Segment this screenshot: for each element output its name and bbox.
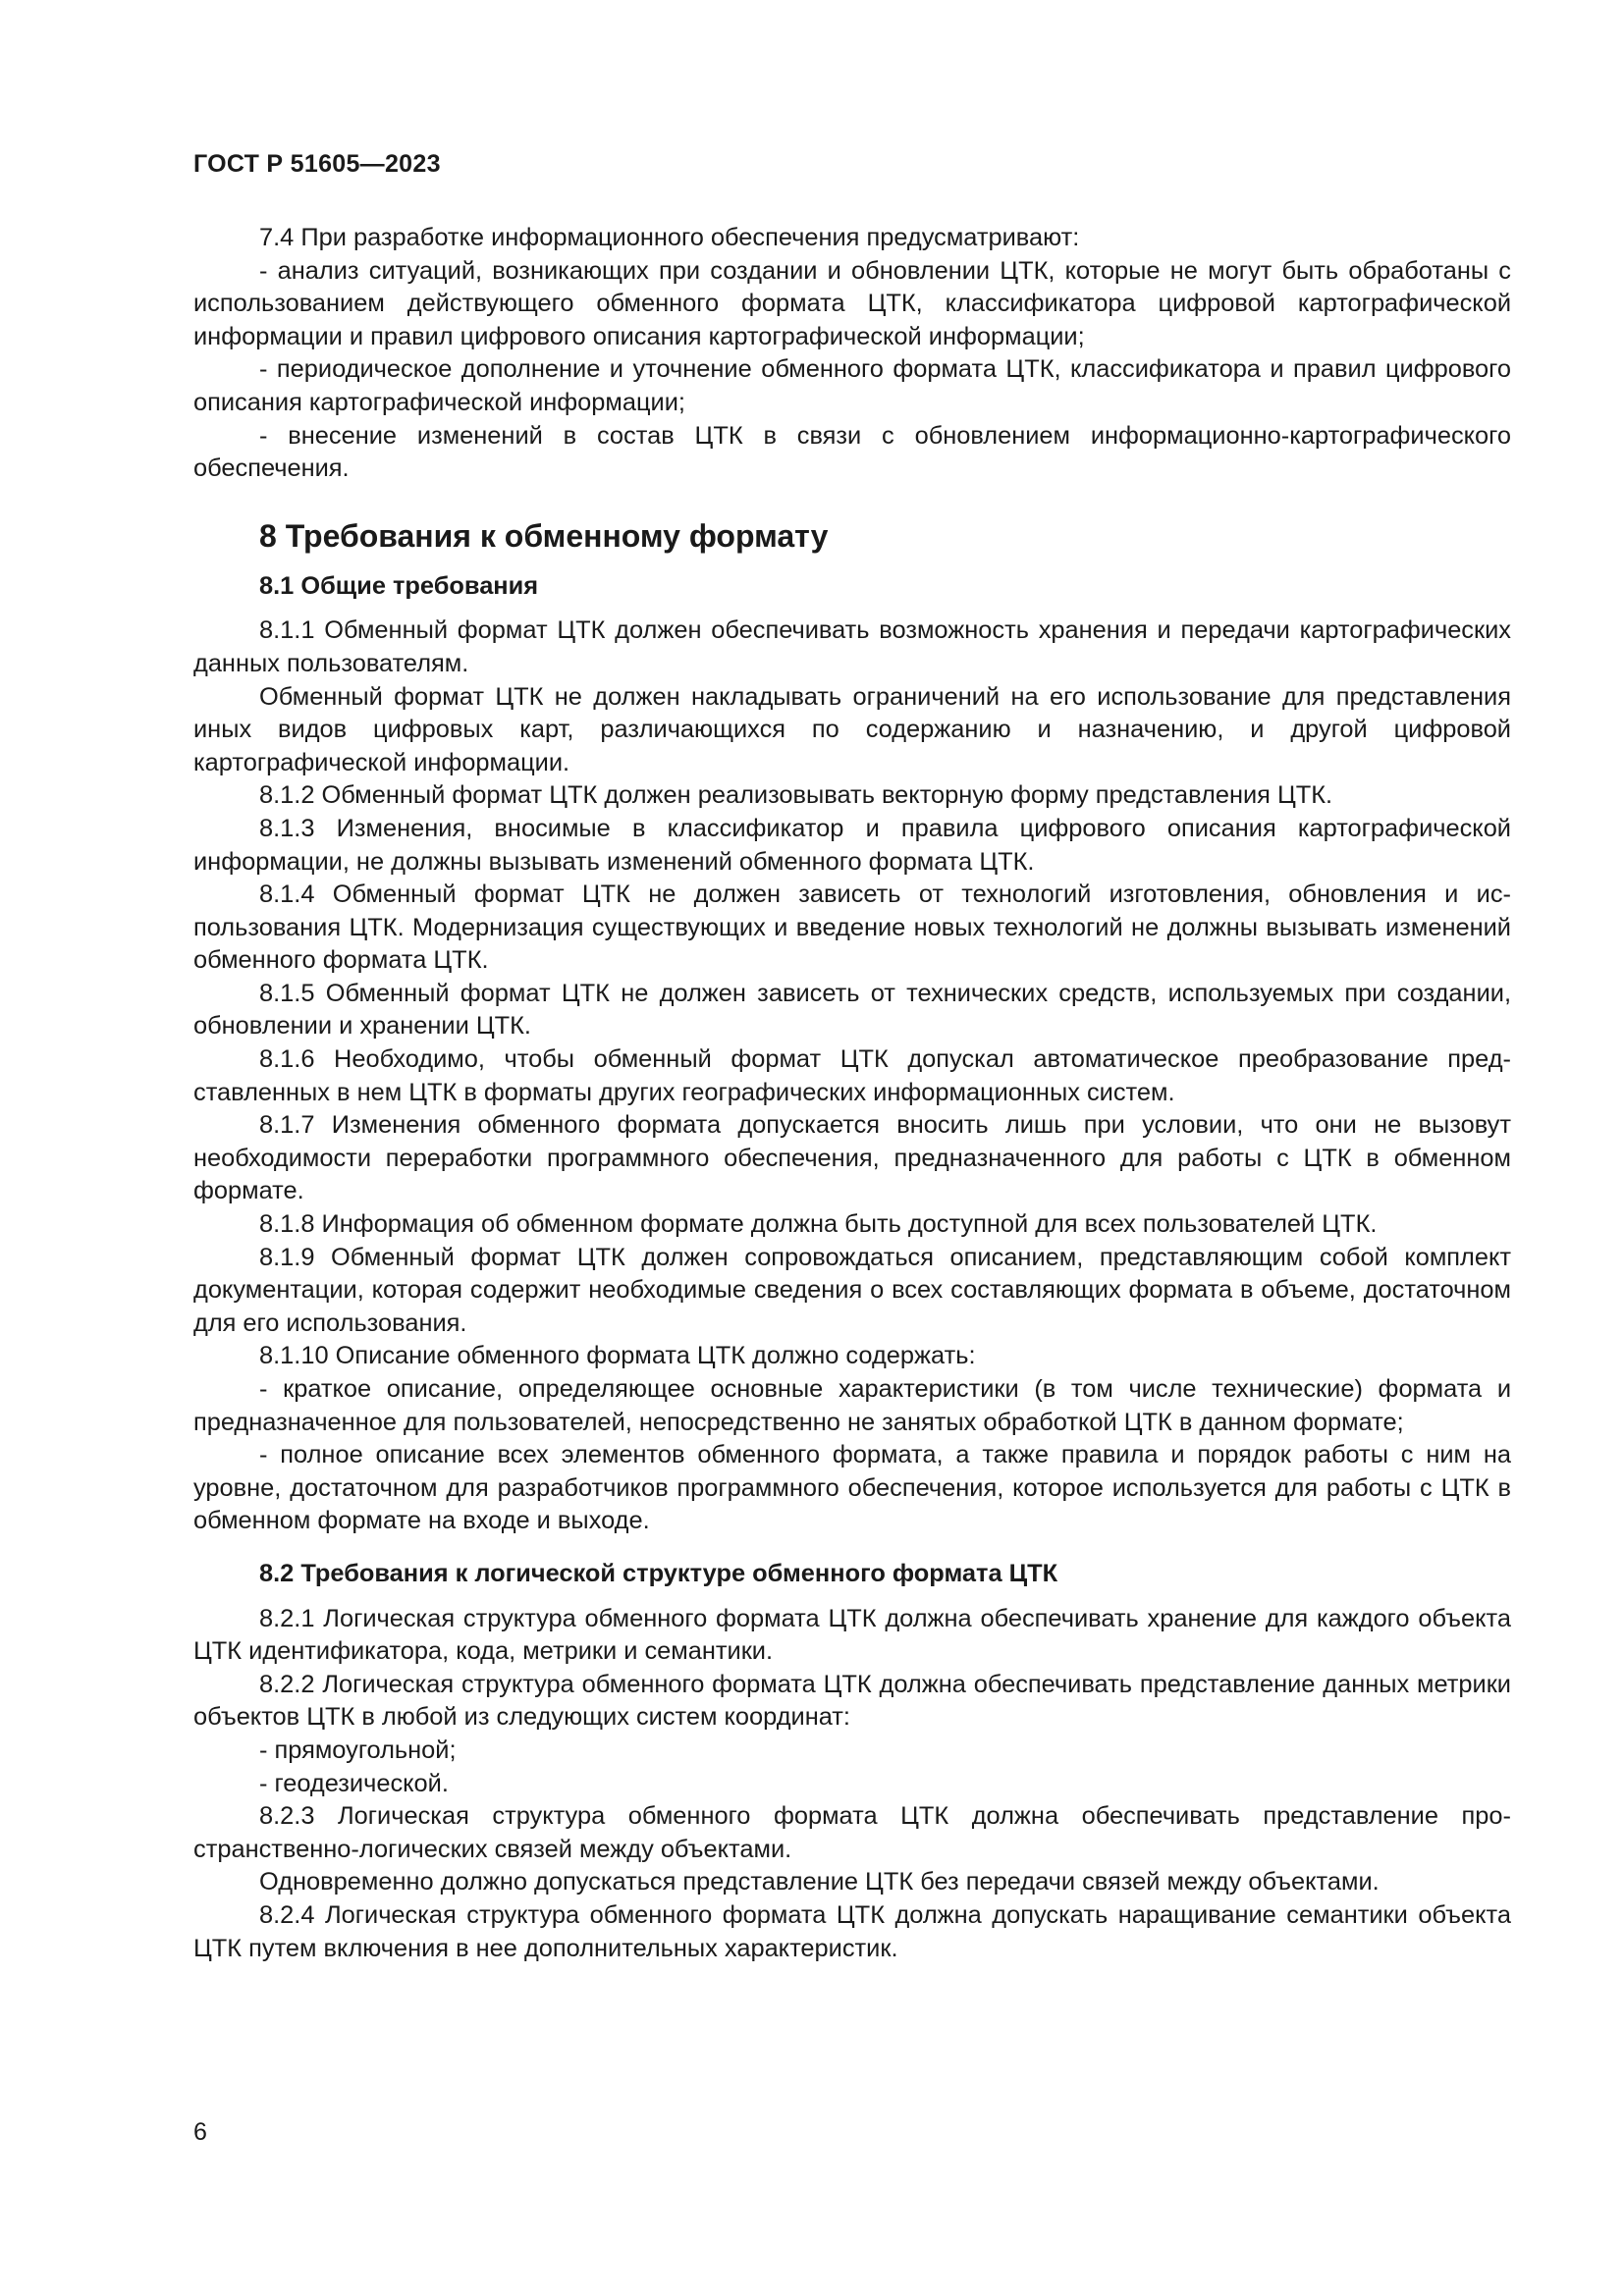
paragraph: 8.1.7 Изменения обменного формата допускается вносить лишь при условии, что они не вызовут необходимости переработки программного обеспечения, предназначенного для работы с ЦТК в обменном формате.	[193, 1111, 1511, 1205]
paragraph: 8.2.1 Логическая структура обменного формата ЦТК должна обеспечивать хранение для каждого объекта ЦТК идентификатора, кода, метрики и семантики.	[193, 1604, 1511, 1666]
intro-block	[193, 222, 1511, 486]
paragraph: 8.1.10 Описание обменного формата ЦТК должно содержать:	[259, 1342, 976, 1370]
running-header: ГОСТ Р 51605—2023	[193, 150, 441, 178]
list-item: - анализ ситуаций, возникающих при создании и обновлении ЦТК, которые не могут быть обработаны с использованием действующего обменного формата ЦТК, классификатора цифровой картографической информации и правил цифрового описания картографической информации;	[193, 256, 1511, 350]
paragraph: 8.1.5 Обменный формат ЦТК не должен зависеть от технических средств, используемых при создании, обновлении и хранении ЦТК.	[193, 979, 1511, 1041]
paragraph: 8.1.4 Обменный формат ЦТК не должен зависеть от технологий изготовления, обновления и использования ЦТК. Модернизация существующих и введение новых технологий не должны вызывать изменений обменного формата ЦТК.	[193, 881, 1511, 975]
list-item: - прямоугольной;	[259, 1735, 457, 1764]
page-content	[193, 222, 1511, 1965]
list-item: - периодическое дополнение и уточнение обменного формата ЦТК, классификатора и правил цифрового описания картографической информации;	[193, 355, 1511, 416]
paragraph: Одновременно должно допускаться представление ЦТК без передачи связей между объектами.	[259, 1868, 1380, 1896]
page-number: 6	[193, 2118, 207, 2146]
subsection-heading: 8.1 Общие требования	[259, 571, 539, 600]
paragraph: 7.4 При разработке информационного обеспечения предусматривают:	[259, 224, 1080, 251]
subsection-logical-structure-body	[193, 1603, 1511, 1966]
paragraph: Обменный формат ЦТК не должен накладывать ограничений на его использование для представления иных видов цифровых карт, различающихся по содержанию и назначению, и другой цифровой картографической информации.	[193, 682, 1511, 776]
paragraph: 8.1.9 Обменный формат ЦТК должен сопровождаться описанием, представляющим собой комплект документации, которая содержит необходимые сведения о всех составляющих формата в объеме, достаточном для его использования.	[193, 1243, 1511, 1337]
section-heading: 8 Требования к обменному формату	[259, 517, 829, 554]
list-item: - геодезической.	[259, 1769, 449, 1797]
paragraph: 8.1.2 Обменный формат ЦТК должен реализовывать векторную форму представления ЦТК.	[259, 781, 1333, 810]
paragraph: 8.2.3 Логическая структура обменного формата ЦТК должна обеспечивать представление пространственно-логических связей между объектами.	[193, 1802, 1511, 1863]
paragraph: 8.1.8 Информация об обменном формате должна быть доступной для всех пользователей ЦТК.	[259, 1210, 1378, 1239]
subsection-heading: 8.2 Требования к логической структуре обменного формата ЦТК	[259, 1559, 1058, 1587]
paragraph: 8.1.6 Необходимо, чтобы обменный формат ЦТК допускал автоматическое преобразование представленных в нем ЦТК в форматы других географических информационных систем.	[193, 1045, 1511, 1106]
list-item: - внесение изменений в состав ЦТК в связи с обновлением информационно-картографического обеспечения.	[193, 421, 1511, 483]
paragraph: 8.2.2 Логическая структура обменного формата ЦТК должна обеспечивать представление данных метрики объектов ЦТК в любой из следующих систем координат:	[193, 1670, 1511, 1732]
subsection-general-body	[193, 614, 1511, 1538]
list-item: - полное описание всех элементов обменного формата, а также правила и порядок работы с ним на уровне, достаточном для разработчиков программного обеспечения, которое используется для работы с ЦТК в обменном формате на входе и выходе.	[193, 1441, 1511, 1535]
paragraph: 8.2.4 Логическая структура обменного формата ЦТК должна допускать наращивание семантики объекта ЦТК путем включения в нее дополнительных характеристик.	[193, 1900, 1511, 1962]
paragraph: 8.1.3 Изменения, вносимые в классификатор и правила цифрового описания картографической информации, не должны вызывать изменений обменного формата ЦТК.	[193, 814, 1511, 876]
paragraph: 8.1.1 Обменный формат ЦТК должен обеспечивать возможность хранения и передачи картографических данных пользователям.	[193, 616, 1511, 677]
list-item: - краткое описание, определяющее основные характеристики (в том числе технические) формата и предназначенное для пользователей, непосредственно не занятых обработкой ЦТК в данном формате;	[193, 1375, 1511, 1436]
